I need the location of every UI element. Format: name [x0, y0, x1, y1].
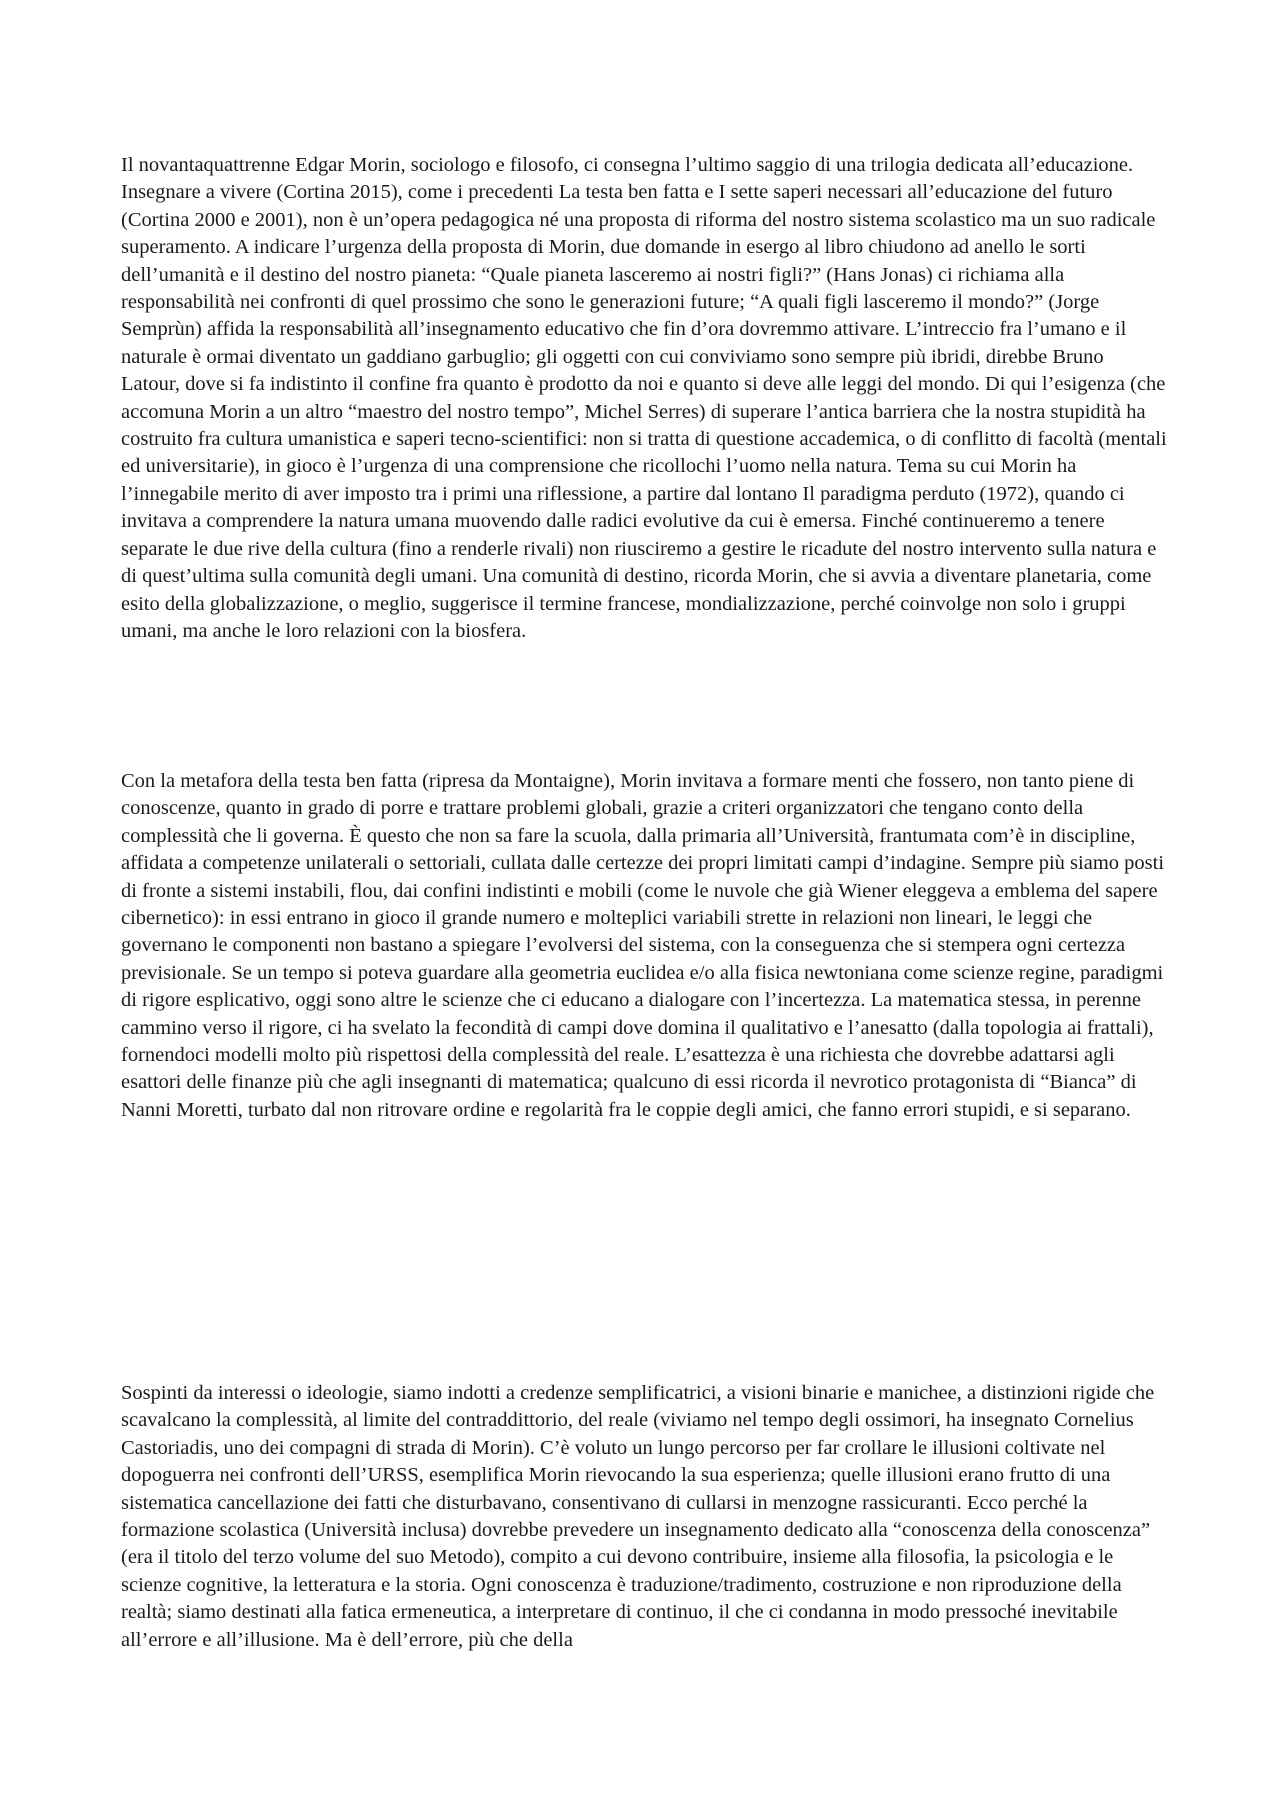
paragraph-1: Il novantaquattrenne Edgar Morin, sociologo e filosofo, ci consegna l’ultimo saggio di una trilogia dedicata all’educazione. Insegnare a vivere (Cortina 2015), come i precedenti La testa ben fatta e I sette saperi necessari all’educazione del futuro (Cortina 2000 e 2001), non è un’opera pedagogica né una proposta di riforma del nostro sistema scolastico ma un suo radicale superamento. A indicare l’urgenza della proposta di Morin, due domande in esergo al libro chiudono ad anello le sorti dell’umanità e il destino del nostro pianeta: “Quale pianeta lasceremo ai nostri figli?” (Hans Jonas) ci richiama alla responsabilità nei confronti di quel prossimo che sono le generazioni future; “A quali figli lasceremo il mondo?” (Jorge Semprùn) affida la responsabilità all’insegnamento educativo che fin d’ora dovremmo attivare. L’intreccio fra l’umano e il naturale è ormai diventato un gaddiano garbuglio; gli oggetti con cui conviviamo sono sempre più ibridi, direbbe Bruno Latour, dove si fa indistinto il confine fra quanto è prodotto da noi e quanto si deve alle leggi del mondo. Di qui l’esigenza (che accomuna Morin a un altro “maestro del nostro tempo”, Michel Serres) di superare l’antica barriera che la nostra stupidità ha costruito fra cultura umanistica e saperi tecno-scientifici: non si tratta di questione accademica, o di conflitto di facoltà (mentali ed universitarie), in gioco è l’urgenza di una comprensione che ricollochi l’uomo nella natura. Tema su cui Morin ha l’innegabile merito di aver imposto tra i primi una riflessione, a partire dal lontano Il paradigma perduto (1972), quando ci invitava a comprendere la natura umana muovendo dalle radici evolutive da cui è emersa. Finché continueremo a tenere separate le due rive della cultura (fino a renderle rivali) non riusciremo a gestire le ricadute del nostro intervento sulla natura e di quest’ultima sulla comunità degli umani. Una comunità di destino, ricorda Morin, che si avvia a diventare planetaria, come esito della globalizzazione, o meglio, suggerisce il termine francese, mondializzazione, perché coinvolge non solo i gruppi umani, ma anche le loro relazioni con la biosfera.: [121, 154, 1167, 642]
paragraph-2: Con la metafora della testa ben fatta (ripresa da Montaigne), Morin invitava a formare menti che fossero, non tanto piene di conoscenze, quanto in grado di porre e trattare problemi globali, grazie a criteri organizzatori che tengano conto della complessità che li governa. È questo che non sa fare la scuola, dalla primaria all’Università, frantumata com’è in discipline, affidata a competenze unilaterali o settoriali, cullata dalle certezze dei propri limitati campi d’indagine. Sempre più siamo posti di fronte a sistemi instabili, flou, dai confini indistinti e mobili (come le nuvole che già Wiener eleggeva a emblema del sapere cibernetico): in essi entrano in gioco il grande numero e molteplici variabili strette in relazioni non lineari, le leggi che governano le componenti non bastano a spiegare l’evolversi del sistema, con la conseguenza che si stempera ogni certezza previsionale. Se un tempo si poteva guardare alla geometria euclidea e/o alla fisica newtoniana come scienze regine, paradigmi di rigore esplicativo, oggi sono altre le scienze che ci educano a dialogare con l’incertezza. La matematica stessa, in perenne cammino verso il rigore, ci ha svelato la fecondità di campi dove domina il qualitativo e l’anesatto (dalla topologia ai frattali), fornendoci modelli molto più rispettosi della complessità del reale. L’esattezza è una richiesta che dovrebbe adattarsi agli esattori delle finanze più che agli insegnanti di matematica; qualcuno di essi ricorda il nevrotico protagonista di “Bianca” di Nanni Moretti, turbato dal non ritrovare ordine e regolarità fra le coppie degli amici, che fanno errori stupidi, e si separano.: [121, 770, 1165, 1121]
paragraph-3: Sospinti da interessi o ideologie, siamo indotti a credenze semplificatrici, a visioni binarie e manichee, a distinzioni rigide che scavalcano la complessità, al limite del contraddittorio, del reale (viviamo nel tempo degli ossimori, ha insegnato Cornelius Castoriadis, uno dei compagni di strada di Morin). C’è voluto un lungo percorso per far crollare le illusioni coltivate nel dopoguerra nei confronti dell’URSS, esemplifica Morin rievocando la sua esperienza; quelle illusioni erano frutto di una sistematica cancellazione dei fatti che disturbavano, consentivano di cullarsi in menzogne rassicuranti. Ecco perché la formazione scolastica (Università inclusa) dovrebbe prevedere un insegnamento dedicato alla “conoscenza della conoscenza” (era il titolo del terzo volume del suo Metodo), compito a cui devono contribuire, insieme alla filosofia, la psicologia e le scienze cognitive, la letteratura e la storia. Ogni conoscenza è traduzione/tradimento, costruzione e non riproduzione della realtà; siamo destinati alla fatica ermeneutica, a interpretare di continuo, il che ci condanna in modo pressoché inevitabile all’errore e all’illusione. Ma è dell’errore, più che della: [121, 1382, 1155, 1651]
